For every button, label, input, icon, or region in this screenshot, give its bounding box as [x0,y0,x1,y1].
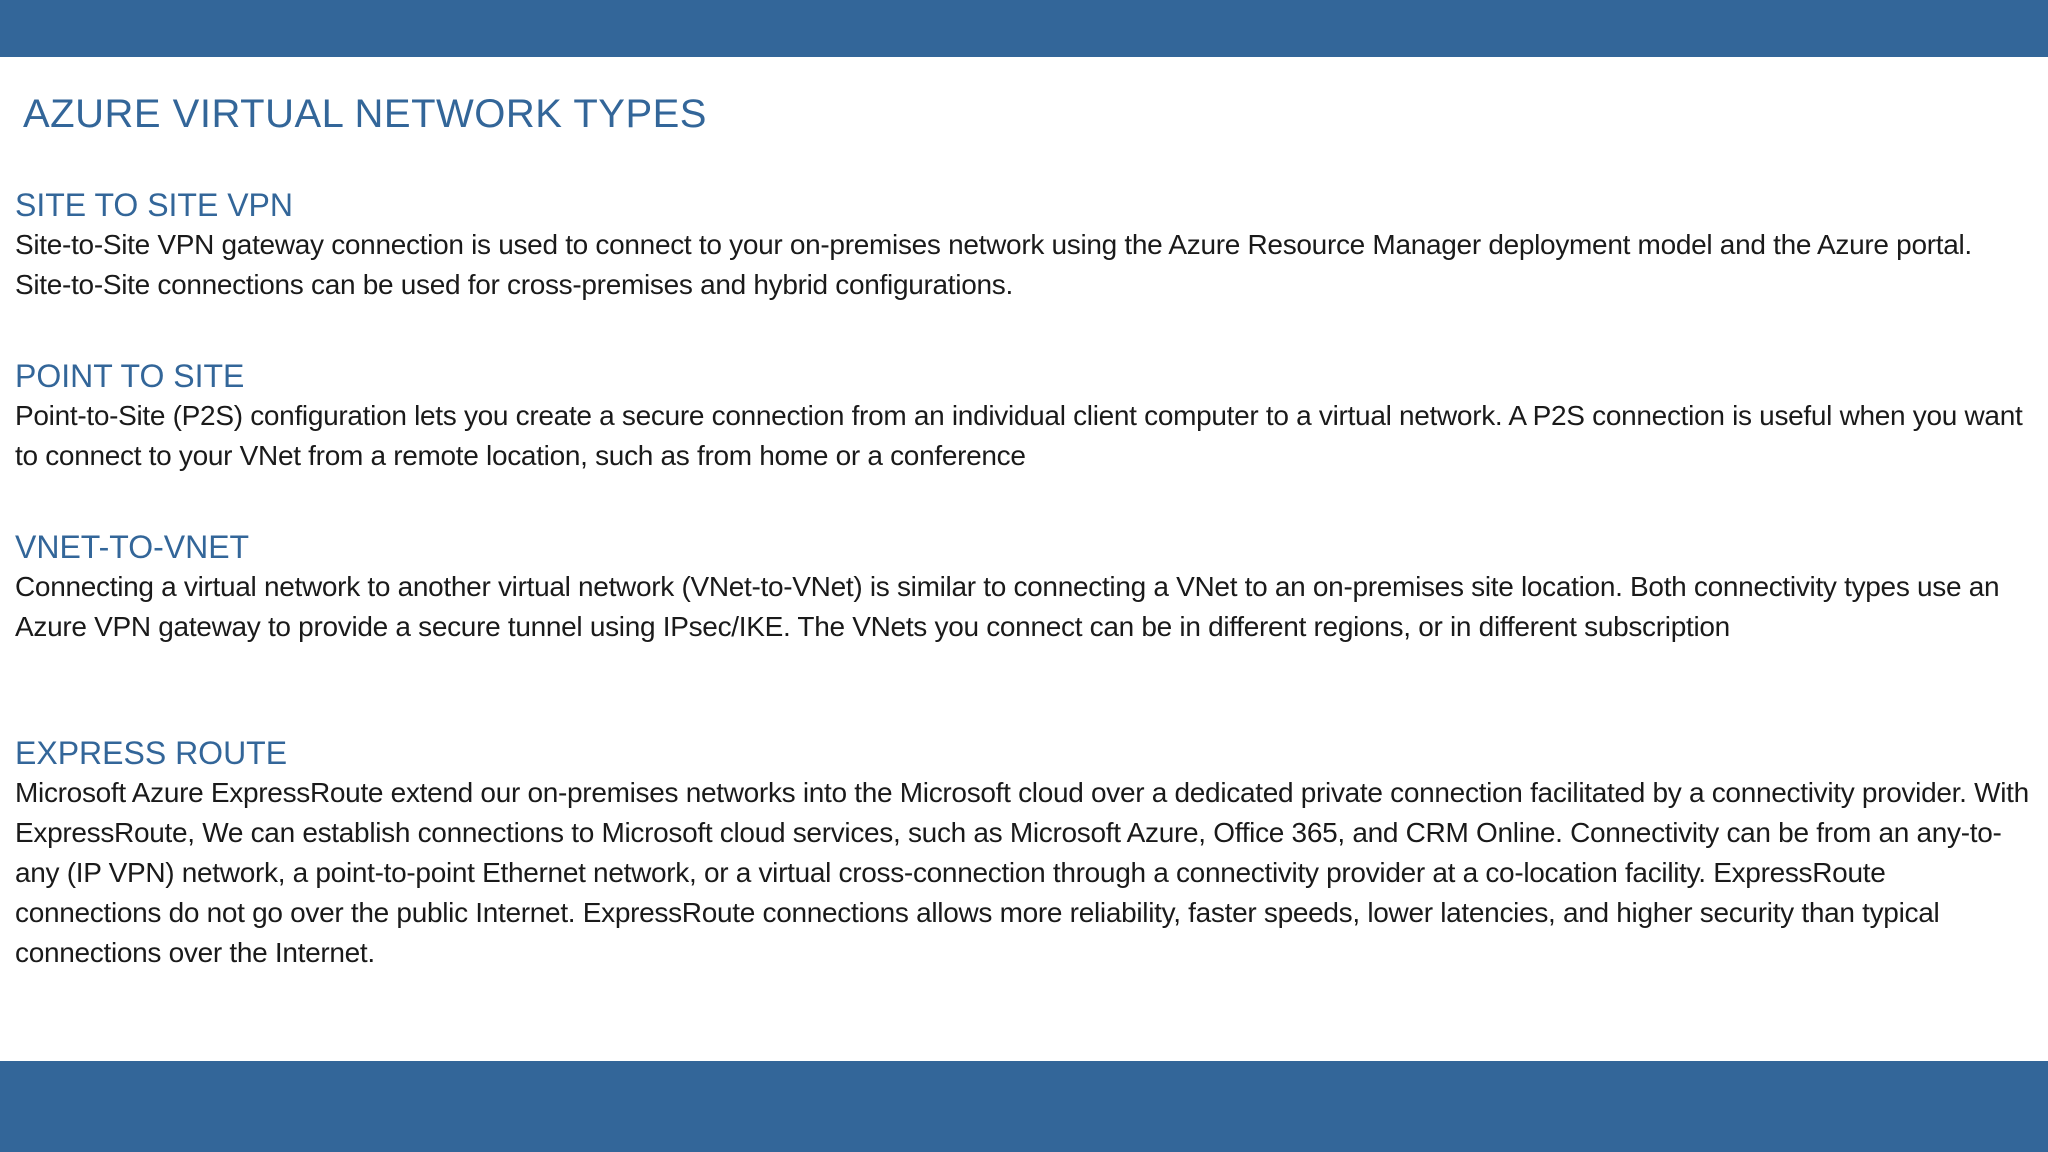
section-vnet-to-vnet [15,527,2035,647]
section-site-to-site-vpn [15,185,2035,305]
slide-title: AZURE VIRTUAL NETWORK TYPES [23,92,707,136]
section-heading: SITE TO SITE VPN [15,187,293,223]
section-point-to-site [15,356,2035,476]
section-body: Microsoft Azure ExpressRoute extend our on-premises networks into the Microsoft cloud over a dedicated private connection facilitated by a connectivity provider. With ExpressRoute, We can establish connections to Microsoft cloud services, such as Microsoft Azure, Office 365, and CRM Online. Connectivity can be from an any-to-any (IP VPN) network, a point-to-point Ethernet network, or a virtual cross-connection through a connectivity provider at a co-location facility. ExpressRoute connections do not go over the public Internet. ExpressRoute connections allows more reliability, faster speeds, lower latencies, and higher security than typical connections over the Internet. [15,777,2029,968]
section-heading: POINT TO SITE [15,358,245,394]
section-heading: EXPRESS ROUTE [15,735,288,771]
section-express-route [15,733,2035,973]
top-banner [0,0,2048,57]
section-body: Connecting a virtual network to another virtual network (VNet-to-VNet) is similar to connecting a VNet to an on-premises site location. Both connectivity types use an Azure VPN gateway to provide a secure tunnel using IPsec/IKE. The VNets you connect can be in different regions, or in different subscription [15,571,2000,642]
section-heading: VNET-TO-VNET [15,529,250,565]
section-body: Site-to-Site VPN gateway connection is used to connect to your on-premises network using the Azure Resource Manager deployment model and the Azure portal. Site-to-Site connections can be used for cross-premises and hybrid configurations. [15,229,1972,300]
section-body: Point-to-Site (P2S) configuration lets you create a secure connection from an individual client computer to a virtual network. A P2S connection is useful when you want to connect to your VNet from a remote location, such as from home or a conference [15,400,2023,471]
bottom-banner [0,1061,2048,1152]
